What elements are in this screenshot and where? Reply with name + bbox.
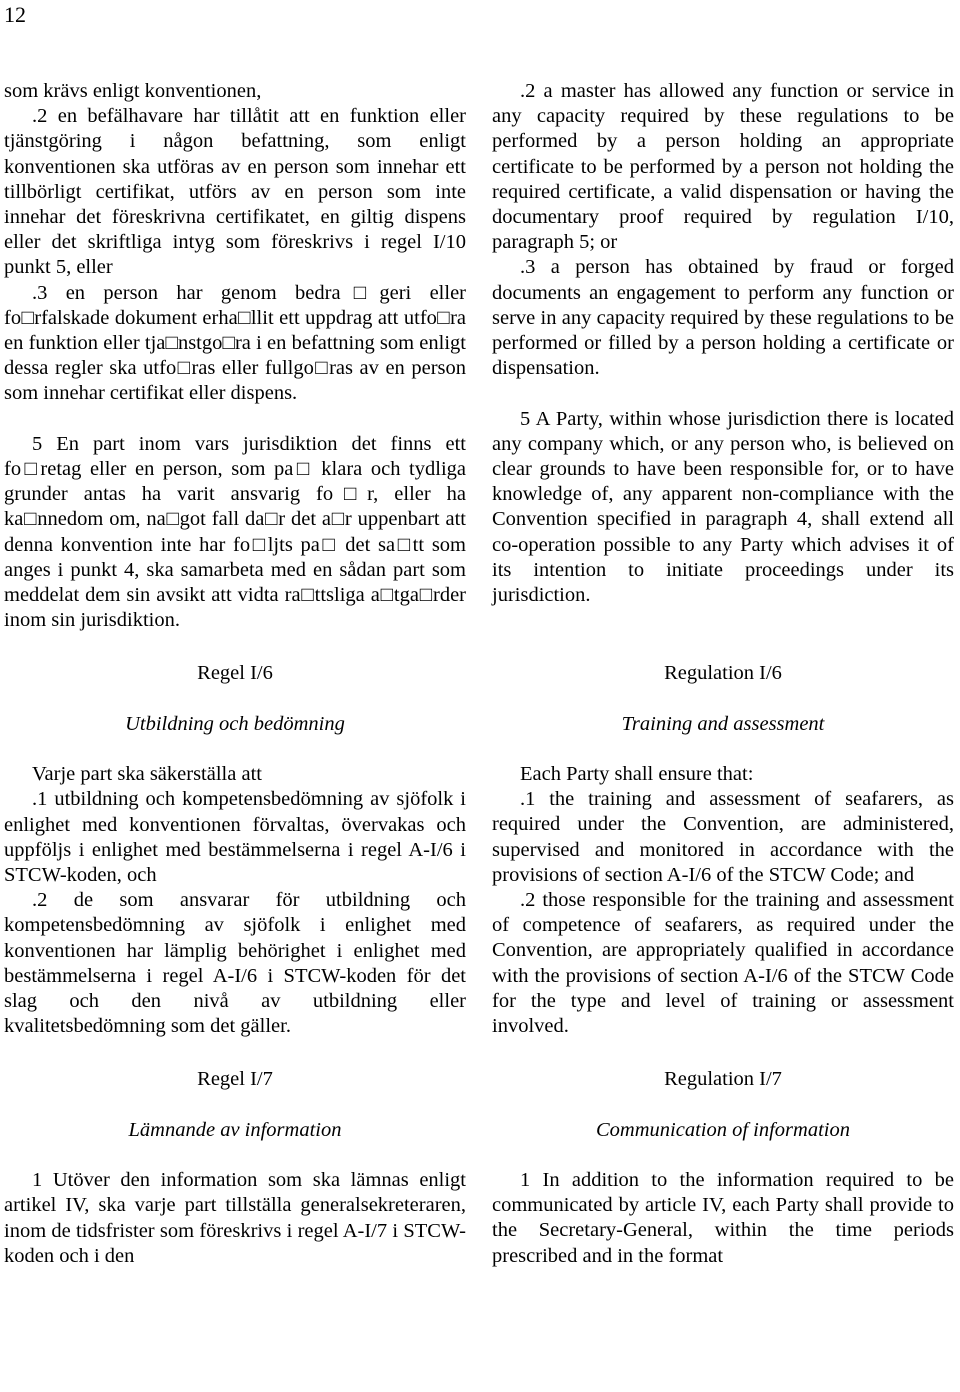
regulation-heading-i7: Regel I/7 [197, 1068, 273, 1091]
swedish-column [4, 79, 466, 1269]
paragraph-ensure: Each Party shall ensure that: [520, 763, 754, 786]
english-column [492, 79, 954, 1269]
regulation-heading-i6: Regel I/6 [197, 662, 273, 685]
regulation-subheading-i7: Communication of information [596, 1118, 850, 1141]
paragraph-item-1-training: .1 the training and assessment of seafarers, as required under the Convention, are administered, supervised and monitored in accordance with the provisions of section A-I/6 of the STCW Code; and [492, 788, 954, 886]
page-number: 12 [4, 2, 26, 27]
paragraph-item-2-responsible: .2 those responsible for the training and assessment of competence of seafarers, as required under the Convention, are appropriately qualified in accordance with the provisions of section A-I/6 of the STCW Code for the type and level of training or assessment involved. [492, 889, 954, 1038]
paragraph-information: 1 In addition to the information required to be communicated by article IV, each Party shall provide to the Secretary-General, within the time periods prescribed and in the format [492, 1169, 954, 1267]
regulation-subheading-i7: Lämnande av information [128, 1118, 342, 1141]
paragraph-5: 5 A Party, within whose jurisdiction there is located any company which, or any person who, is believed on clear grounds to have been responsible for, or to have knowledge of, any apparent non-compliance with the Convention specified in paragraph 4, shall extend all co-operation possible to any Party which advises it of its intention to initiate proceedings under its jurisdiction. [492, 407, 954, 607]
regulation-subheading-i6: Training and assessment [621, 712, 825, 735]
regulation-heading-i7: Regulation I/7 [664, 1068, 782, 1091]
paragraph-information: 1 Utöver den information som ska lämnas enligt artikel IV, ska varje part tillställa generalsekreteraren, inom de tidsfrister som föreskrivs i regel A-I/7 i STCW-koden och i den [4, 1169, 466, 1267]
paragraph-item-2: .2 a master has allowed any function or service in any capacity required by these regulations to be performed by a person holding an appropriate certificate to be performed by a person not holding the required certificate, a valid dispensation or having the documentary proof required by regulation I/10, paragraph 5; or [492, 80, 954, 254]
regulation-subheading-i6: Utbildning och bedömning [125, 712, 345, 735]
regulation-heading-i6: Regulation I/6 [664, 662, 782, 685]
paragraph-5: 5 En part inom vars jurisdiktion det finns ett fo□retag eller en person, som pa□ klara och tydliga grunder antas ha varit ansvarig fo□r, eller ha ka□nnedom om, na□got fall da□r det a□r uppenbart att denna konvention inte har fo□ljts pa□ det sa□tt som anges i punkt 4, ska samarbeta med en sådan part som meddelat dem sin avsikt att vidta ra□ttsliga a□tga□rder inom sin jurisdiktion. [4, 432, 466, 632]
paragraph-intro: som krävs enligt konventionen, [4, 80, 262, 102]
paragraph-item-2: .2 en befälhavare har tillåtit att en funktion eller tjänstgöring i någon befattning, som enligt konventionen ska utföras av en person som innehar ett tillbörligt certifikat, utförs av en person som inte innehar det föreskrivna certifikatet, en giltig dispens eller det skriftliga intyg som föreskrivs i regel I/10 punkt 5, eller [4, 105, 466, 279]
paragraph-item-3: .3 a person has obtained by fraud or forged documents an engagement to perform any function or serve in any capacity required by these regulations to be performed or filled by a person holding a certificate or dispensation. [492, 256, 954, 380]
paragraph-item-3: .3 en person har genom bedra□geri eller fo□rfalskade dokument erha□llit ett uppdrag att utfo□ra en funktion eller tja□nstgo□ra i en befattning som enligt dessa regler ska utfo□ras eller fullgo□ras av en person som innehar certifikat eller dispens. [4, 281, 466, 405]
paragraph-ensure: Varje part ska säkerställa att [32, 763, 262, 786]
paragraph-item-1-training: .1 utbildning och kompetensbedömning av sjöfolk i enlighet med konventionen förvaltas, övervakas och uppföljs i enlighet med bestämmelserna i regel A-I/6 i STCW-koden, och [4, 788, 466, 887]
paragraph-item-2-responsible: .2 de som ansvarar för utbildning och kompetensbedömning av sjöfolk i enlighet med konventionen har lämplig behörighet i enlighet med bestämmelserna i regel A-I/6 i STCW-koden för det slag och den nivå av utbildning eller kvalitetsbedömning som det gäller. [4, 889, 466, 1038]
